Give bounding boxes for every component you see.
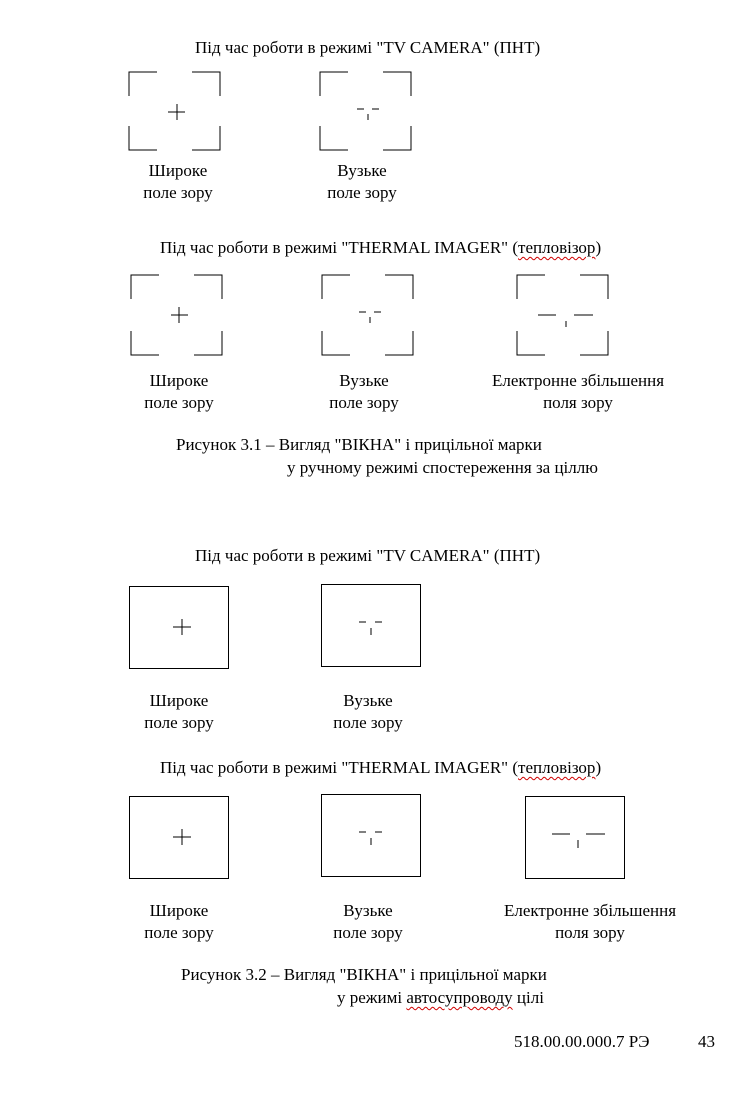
figure2-tv-wide-label: [129, 690, 229, 734]
figure2-thermal-narrow-line1: Вузьке: [343, 901, 393, 920]
figure1-thermal-heading-main: Під час роботи в режимі "THERMAL IMAGER" (: [160, 238, 519, 257]
figure2-thermal-wide-label: [129, 900, 229, 944]
figure1-tv-narrow-reticle: [319, 71, 413, 152]
document-code: 518.00.00.000.7 РЭ: [514, 1032, 650, 1051]
figure2-thermal-narrow-label: [318, 900, 418, 944]
figure1-thermal-wide-line1: Широке: [149, 371, 209, 390]
figure2-thermal-zoom-line2: поля зору: [555, 923, 625, 942]
figure2-caption-line2-word: автосупроводу: [406, 988, 513, 1007]
figure1-tv-narrow-line1: Вузьке: [337, 161, 387, 180]
figure1-tv-narrow-label: [312, 160, 412, 204]
figure2-thermal-wide-reticle: [129, 796, 230, 880]
figure1-thermal-zoom-line2: поля зору: [543, 393, 613, 412]
figure2-tv-narrow-line1: Вузьке: [343, 691, 393, 710]
figure2-tv-heading: Під час роботи в режимі "TV CAMERA" (ПНТ): [195, 546, 541, 565]
figure1-caption-line2: у ручному режимі спостереження за ціллю: [287, 458, 598, 477]
figure1-caption-line1: Рисунок 3.1 – Вигляд "ВІКНА" і прицільної марки: [176, 435, 542, 454]
figure1-tv-narrow-line2: поле зору: [327, 183, 397, 202]
figure1-thermal-wide-label: [129, 370, 229, 414]
figure1-tv-wide-line1: Широке: [148, 161, 208, 180]
figure2-thermal-zoom-line1: Електронне збільшення: [503, 901, 677, 920]
figure2-thermal-heading-word: тепловізор: [518, 758, 596, 777]
figure2-tv-narrow-line2: поле зору: [333, 713, 403, 732]
figure1-tv-wide-line2: поле зору: [143, 183, 213, 202]
figure2-thermal-heading: [160, 758, 601, 778]
figure1-thermal-narrow-label: [314, 370, 414, 414]
figure2-thermal-heading-end: ): [595, 758, 602, 777]
figure1-tv-wide-label: [128, 160, 228, 204]
figure1-thermal-heading: [160, 238, 601, 258]
figure1-thermal-heading-end: ): [595, 238, 602, 257]
figure1-tv-heading: Під час роботи в режимі "TV CAMERA" (ПНТ): [195, 38, 541, 57]
figure1-thermal-heading-word: тепловізор: [518, 238, 596, 257]
figure2-caption-line1: Рисунок 3.2 – Вигляд "ВІКНА" і прицільної марки: [181, 965, 547, 984]
figure2-thermal-heading-main: Під час роботи в режимі "THERMAL IMAGER" (: [160, 758, 519, 777]
figure2-thermal-zoom-reticle: [525, 796, 626, 880]
figure2-tv-wide-reticle: [129, 586, 230, 670]
figure2-caption-line2-prefix: у режимі: [337, 988, 407, 1007]
figure1-thermal-wide-reticle: [130, 274, 224, 357]
figure2-caption-line2: [337, 988, 544, 1008]
figure2-thermal-narrow-reticle: [321, 794, 422, 878]
figure1-thermal-zoom-line1: Електронне збільшення: [491, 371, 665, 390]
figure1-thermal-narrow-line2: поле зору: [329, 393, 399, 412]
figure1-thermal-narrow-line1: Вузьке: [339, 371, 389, 390]
figure1-tv-wide-reticle: [128, 71, 222, 152]
figure2-tv-wide-line2: поле зору: [144, 713, 214, 732]
figure2-thermal-wide-line1: Широке: [149, 901, 209, 920]
figure2-tv-wide-line1: Широке: [149, 691, 209, 710]
figure2-thermal-wide-line2: поле зору: [144, 923, 214, 942]
figure1-thermal-wide-line2: поле зору: [144, 393, 214, 412]
figure2-tv-narrow-label: [318, 690, 418, 734]
figure2-caption-line2-suffix: цілі: [512, 988, 544, 1007]
figure1-thermal-zoom-reticle: [516, 274, 610, 357]
figure2-tv-narrow-reticle: [321, 584, 422, 668]
figure2-thermal-narrow-line2: поле зору: [333, 923, 403, 942]
figure2-thermal-zoom-label: [480, 900, 700, 944]
figure1-thermal-zoom-label: [468, 370, 688, 414]
figure1-thermal-narrow-reticle: [321, 274, 415, 357]
page-number: 43: [698, 1032, 715, 1051]
